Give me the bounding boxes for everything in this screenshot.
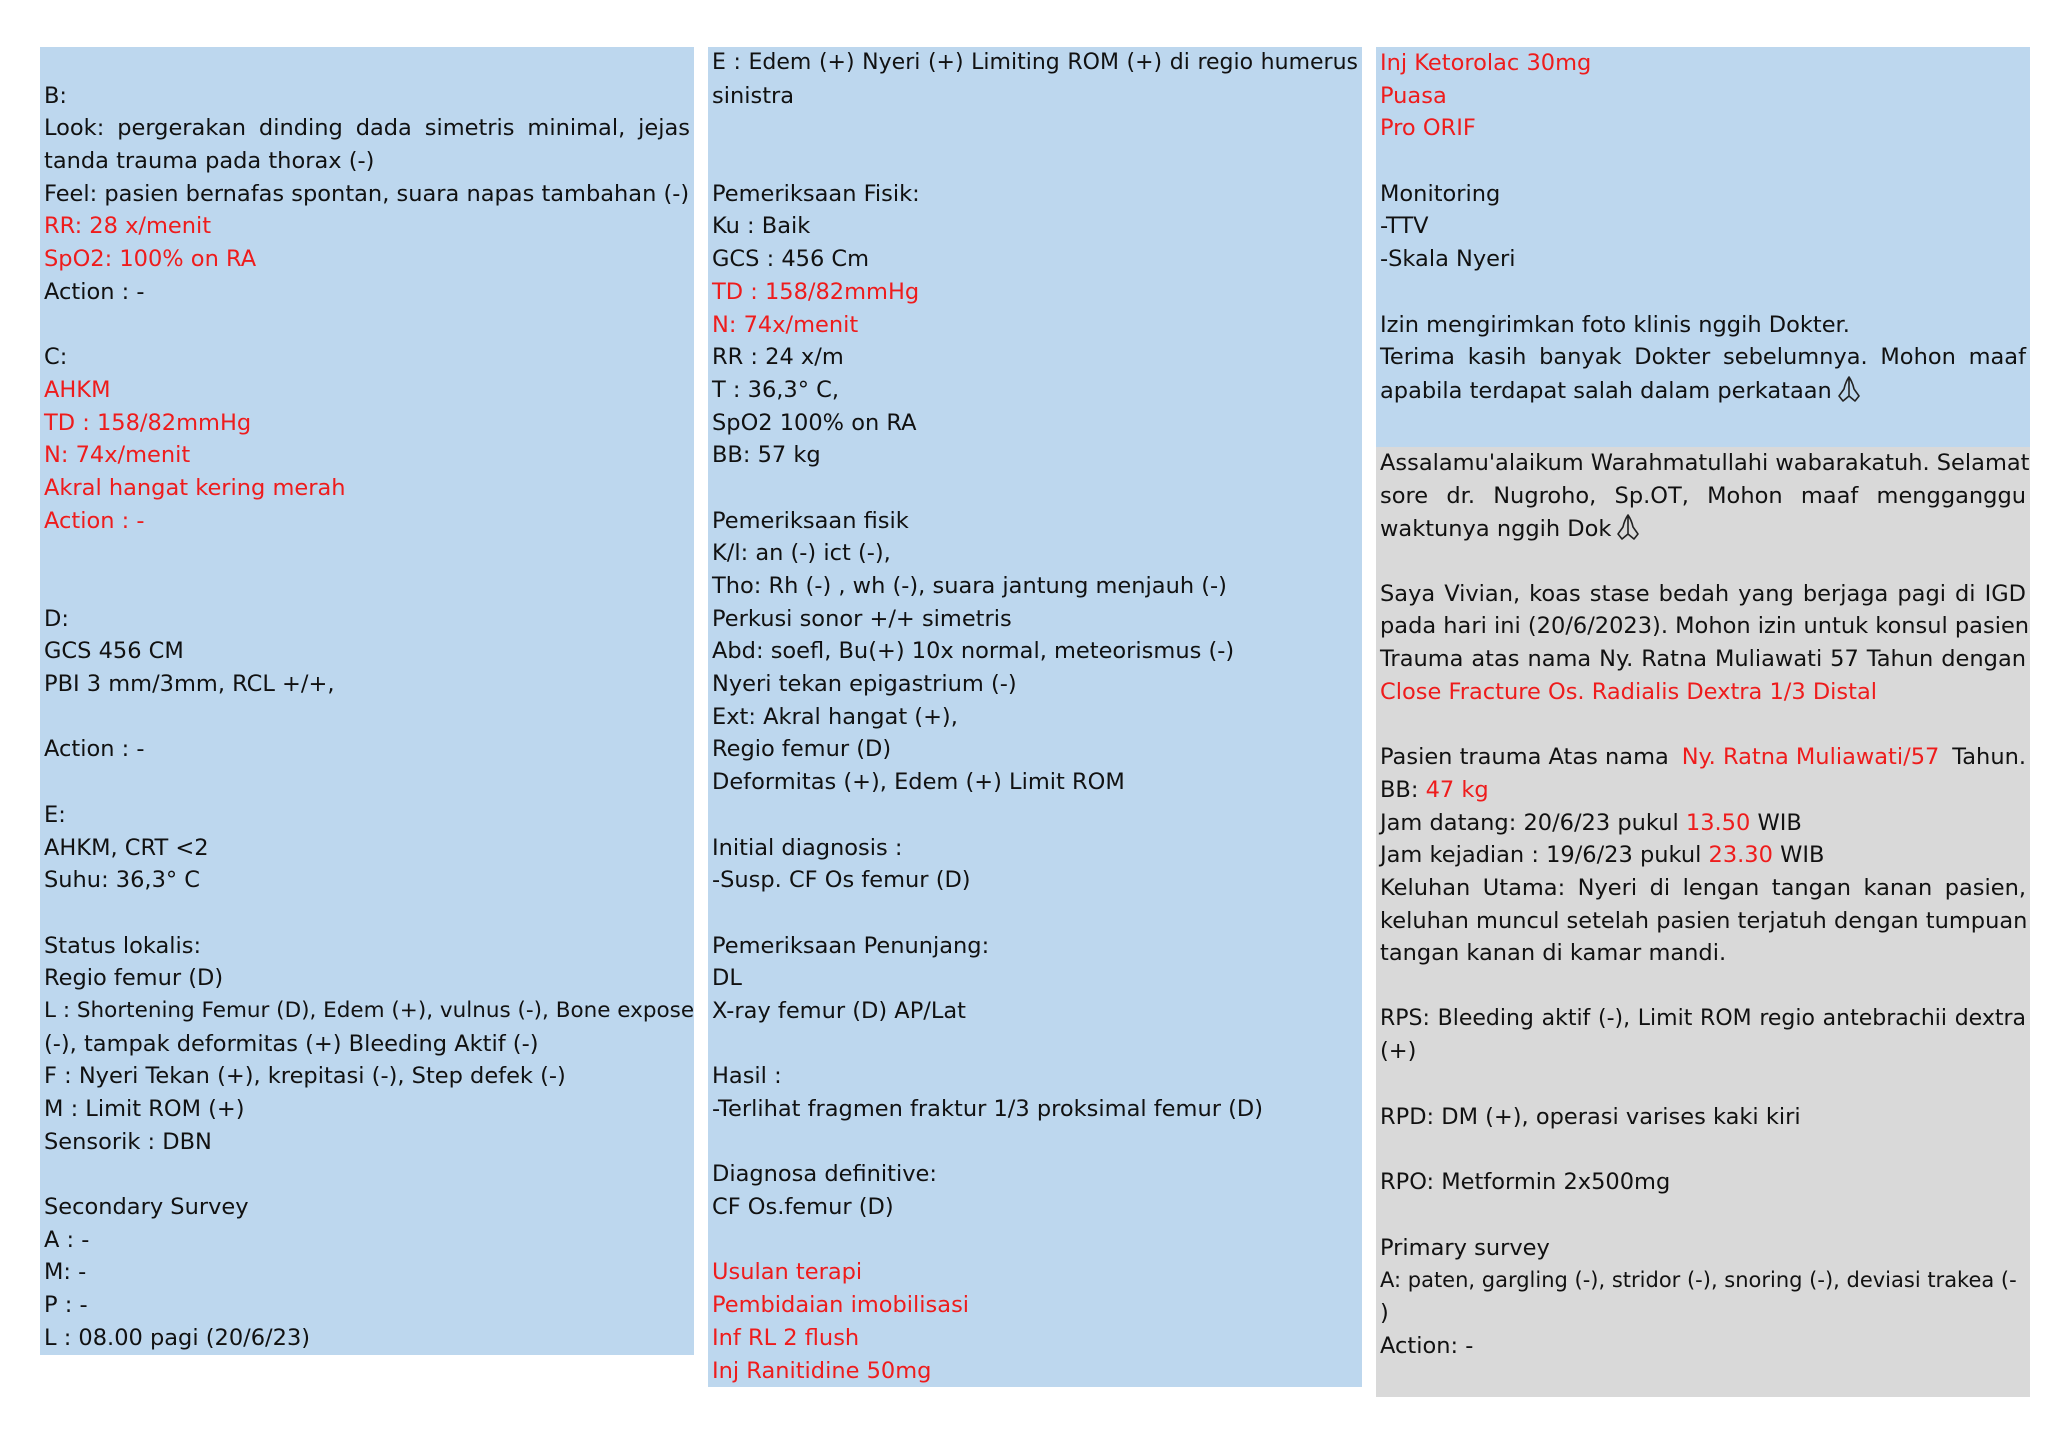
text-line: ) bbox=[1380, 1299, 1389, 1326]
text-line: SpO2: 100% on RA bbox=[44, 246, 257, 273]
text-line bbox=[1376, 807, 2030, 840]
text-line: Keluhan Utama: Nyeri di lengan tangan kanan pasien, bbox=[1380, 874, 2026, 901]
blank-line bbox=[708, 472, 1362, 505]
text-line: E: bbox=[44, 801, 66, 828]
blank-line bbox=[40, 897, 694, 930]
text-line: Inj Ketorolac 30mg bbox=[1380, 50, 1592, 76]
blank-line bbox=[40, 47, 694, 80]
column-1-panel bbox=[40, 47, 694, 1355]
text-line: Akral hangat kering merah bbox=[44, 474, 346, 501]
blank-line bbox=[708, 799, 1362, 832]
text-line: Deformitas (+), Edem (+) Limit ROM bbox=[712, 769, 1125, 796]
text-line: Puasa bbox=[1380, 82, 1447, 109]
text-line: Close Fracture Os. Radialis Dextra 1/3 Distal bbox=[1380, 678, 1877, 705]
text-line: BB: 57 kg bbox=[712, 442, 821, 469]
text-line bbox=[1376, 512, 2030, 545]
text-line: Hasil : bbox=[712, 1063, 782, 1090]
column-3-bottom-panel bbox=[1376, 447, 2030, 1397]
text-line: Pemeriksaan Penunjang: bbox=[712, 932, 990, 959]
text-line bbox=[1376, 374, 2030, 407]
column-3-top-panel bbox=[1376, 47, 2030, 447]
text-segment: WIB bbox=[1750, 809, 1802, 836]
text-line: Ku : Baik bbox=[712, 213, 811, 240]
text-line: Trauma atas nama Ny. Ratna Muliawati 57 Tahun dengan bbox=[1380, 646, 2026, 673]
text-line: Sensorik : DBN bbox=[44, 1128, 212, 1155]
text-segment: Tahun. bbox=[1952, 744, 2026, 771]
text-line: Action : - bbox=[44, 278, 145, 305]
text-line: RR: 28 x/menit bbox=[44, 213, 212, 240]
incident-time-value: 23.30 bbox=[1708, 842, 1773, 869]
text-line: Pro ORIF bbox=[1380, 115, 1476, 142]
patient-name: Ny. Ratna Muliawati/57 bbox=[1681, 744, 1940, 771]
text-line: Secondary Survey bbox=[44, 1194, 249, 1221]
blank-line bbox=[708, 897, 1362, 930]
text-line: M: - bbox=[44, 1259, 87, 1286]
blank-line bbox=[40, 766, 694, 799]
text-line: L : Shortening Femur (D), Edem (+), vulnus (-), Bone expose bbox=[44, 997, 694, 1023]
text-line: Action: - bbox=[1380, 1332, 1474, 1359]
text-line: D: bbox=[44, 605, 69, 632]
text-line: AHKM bbox=[44, 376, 111, 403]
blank-line bbox=[40, 537, 694, 570]
blank-line bbox=[708, 145, 1362, 178]
text-line: Pembidaian imobilisasi bbox=[712, 1292, 970, 1319]
text-line: Nyeri tekan epigastrium (-) bbox=[712, 671, 1017, 698]
text-line: T : 36,3° C, bbox=[712, 376, 839, 403]
text-line: (-), tampak deformitas (+) Bleeding Aktif (-) bbox=[44, 1030, 539, 1057]
text-line: Initial diagnosis : bbox=[712, 834, 903, 861]
text-segment: Jam datang: 20/6/23 pukul bbox=[1380, 809, 1686, 836]
text-line: sore dr. Nugroho, Sp.OT, Mohon maaf mengganggu bbox=[1380, 482, 2026, 509]
text-line: N: 74x/menit bbox=[712, 311, 859, 338]
text-line: Status lokalis: bbox=[44, 932, 202, 959]
blank-line bbox=[708, 1028, 1362, 1061]
column-2-panel bbox=[708, 47, 1362, 1387]
blank-line bbox=[1376, 709, 2030, 742]
text-line: Regio femur (D) bbox=[712, 736, 892, 763]
text-line: RPS: Bleeding aktif (-), Limit ROM regio antebrachii dextra bbox=[1380, 1005, 2026, 1031]
blank-line bbox=[708, 112, 1362, 145]
text-line: GCS : 456 Cm bbox=[712, 246, 870, 273]
text-line: N: 74x/menit bbox=[44, 442, 191, 469]
text-line: GCS 456 CM bbox=[44, 638, 184, 665]
blank-line bbox=[40, 570, 694, 603]
text-line: B: bbox=[44, 82, 68, 109]
blank-line bbox=[1376, 145, 2030, 178]
blank-line bbox=[40, 701, 694, 734]
text-line: Action : - bbox=[44, 736, 145, 763]
text-line: (+) bbox=[1380, 1038, 1417, 1065]
text-line: Action : - bbox=[44, 507, 145, 534]
text-line: Saya Vivian, koas stase bedah yang berjaga pagi di IGD bbox=[1380, 580, 2026, 607]
body-weight-value: 47 kg bbox=[1425, 776, 1489, 803]
text-segment: Pasien trauma Atas nama bbox=[1380, 744, 1669, 771]
blank-line bbox=[1376, 970, 2030, 1003]
blank-line bbox=[708, 1224, 1362, 1257]
text-line: E : Edem (+) Nyeri (+) Limiting ROM (+) di regio humerus bbox=[712, 50, 1358, 75]
text-line: Inj Ranitidine 50mg bbox=[712, 1357, 932, 1384]
folded-hands-icon bbox=[1834, 374, 1864, 404]
blank-line bbox=[1376, 1133, 2030, 1166]
text-segment: BB: bbox=[1380, 776, 1426, 803]
blank-line bbox=[1376, 1199, 2030, 1232]
text-segment: WIB bbox=[1772, 842, 1825, 869]
text-line: M : Limit ROM (+) bbox=[44, 1096, 245, 1122]
blank-line bbox=[40, 309, 694, 342]
text-line bbox=[1376, 741, 2030, 774]
text-line: SpO2 100% on RA bbox=[712, 409, 917, 436]
text-line: X-ray femur (D) AP/Lat bbox=[712, 997, 966, 1024]
text-line: -TTV bbox=[1380, 213, 1429, 240]
text-line: sinistra bbox=[712, 82, 795, 109]
text-line: tangan kanan di kamar mandi. bbox=[1380, 940, 1727, 967]
text-line: -Susp. CF Os femur (D) bbox=[712, 867, 971, 894]
text-line: L : 08.00 pagi (20/6/23) bbox=[44, 1324, 311, 1351]
text-line: Abd: soefl, Bu(+) 10x normal, meteorismus (-) bbox=[712, 638, 1235, 665]
text-line: RPD: DM (+), operasi varises kaki kiri bbox=[1380, 1103, 1801, 1130]
text-line: TD : 158/82mmHg bbox=[712, 278, 920, 305]
text-line: Tho: Rh (-) , wh (-), suara jantung menjauh (-) bbox=[712, 573, 1227, 599]
text-line: Feel: pasien bernafas spontan, suara napas tambahan (-) bbox=[44, 180, 690, 207]
text-line bbox=[1376, 774, 2030, 807]
text-line: Terima kasih banyak Dokter sebelumnya. Mohon maaf bbox=[1380, 344, 2026, 371]
blank-line bbox=[1376, 276, 2030, 309]
text-line: pada hari ini (20/6/2023). Mohon izin untuk konsul pasien bbox=[1380, 613, 2030, 640]
text-line: DL bbox=[712, 965, 742, 992]
text-segment: waktunya nggih Dok bbox=[1380, 516, 1612, 543]
text-line: Regio femur (D) bbox=[44, 965, 224, 992]
text-line: F : Nyeri Tekan (+), krepitasi (-), Step defek (-) bbox=[44, 1063, 566, 1090]
text-line: Primary survey bbox=[1380, 1234, 1550, 1261]
text-line: Look: pergerakan dinding dada simetris minimal, jejas bbox=[44, 115, 690, 142]
text-line: TD : 158/82mmHg bbox=[44, 409, 252, 436]
text-line: tanda trauma pada thorax (-) bbox=[44, 148, 375, 175]
folded-hands-icon bbox=[1613, 512, 1643, 542]
text-line: C: bbox=[44, 344, 68, 371]
text-line: A : - bbox=[44, 1226, 90, 1253]
text-line bbox=[1376, 839, 2030, 872]
arrival-time-value: 13.50 bbox=[1685, 809, 1751, 836]
text-line: PBI 3 mm/3mm, RCL +/+, bbox=[44, 671, 335, 698]
text-line: Suhu: 36,3° C bbox=[44, 867, 201, 894]
text-line: Usulan terapi bbox=[712, 1259, 863, 1286]
text-line: A: paten, gargling (-), stridor (-), snoring (-), deviasi trakea (- bbox=[1380, 1268, 2017, 1293]
text-line: AHKM, CRT <2 bbox=[44, 834, 209, 861]
text-line: Pemeriksaan fisik bbox=[712, 507, 909, 534]
text-line: CF Os.femur (D) bbox=[712, 1194, 894, 1221]
text-line: Assalamu'alaikum Warahmatullahi wabarakatuh. Selamat bbox=[1380, 450, 2030, 476]
text-line: -Terlihat fragmen fraktur 1/3 proksimal femur (D) bbox=[712, 1096, 1263, 1122]
text-segment: apabila terdapat salah dalam perkataan bbox=[1380, 377, 1832, 404]
text-line: K/l: an (-) ict (-), bbox=[712, 540, 891, 567]
text-line: Ext: Akral hangat (+), bbox=[712, 703, 958, 730]
text-line: Pemeriksaan Fisik: bbox=[712, 180, 920, 207]
text-line: Perkusi sonor +/+ simetris bbox=[712, 605, 1012, 632]
text-line: P : - bbox=[44, 1292, 88, 1319]
blank-line bbox=[40, 1158, 694, 1191]
text-line: Diagnosa definitive: bbox=[712, 1161, 937, 1188]
blank-line bbox=[1376, 545, 2030, 578]
text-line: Monitoring bbox=[1380, 180, 1501, 207]
text-line: RPO: Metformin 2x500mg bbox=[1380, 1169, 1671, 1196]
blank-line bbox=[1376, 1068, 2030, 1101]
text-segment: Jam kejadian : 19/6/23 pukul bbox=[1380, 842, 1709, 869]
text-line: Inf RL 2 flush bbox=[712, 1324, 860, 1351]
text-line: -Skala Nyeri bbox=[1380, 246, 1516, 273]
text-line: keluhan muncul setelah pasien terjatuh dengan tumpuan bbox=[1380, 907, 2028, 934]
text-line: Izin mengirimkan foto klinis nggih Dokter. bbox=[1380, 311, 1850, 338]
blank-line bbox=[708, 1126, 1362, 1159]
text-line: RR : 24 x/m bbox=[712, 344, 844, 371]
